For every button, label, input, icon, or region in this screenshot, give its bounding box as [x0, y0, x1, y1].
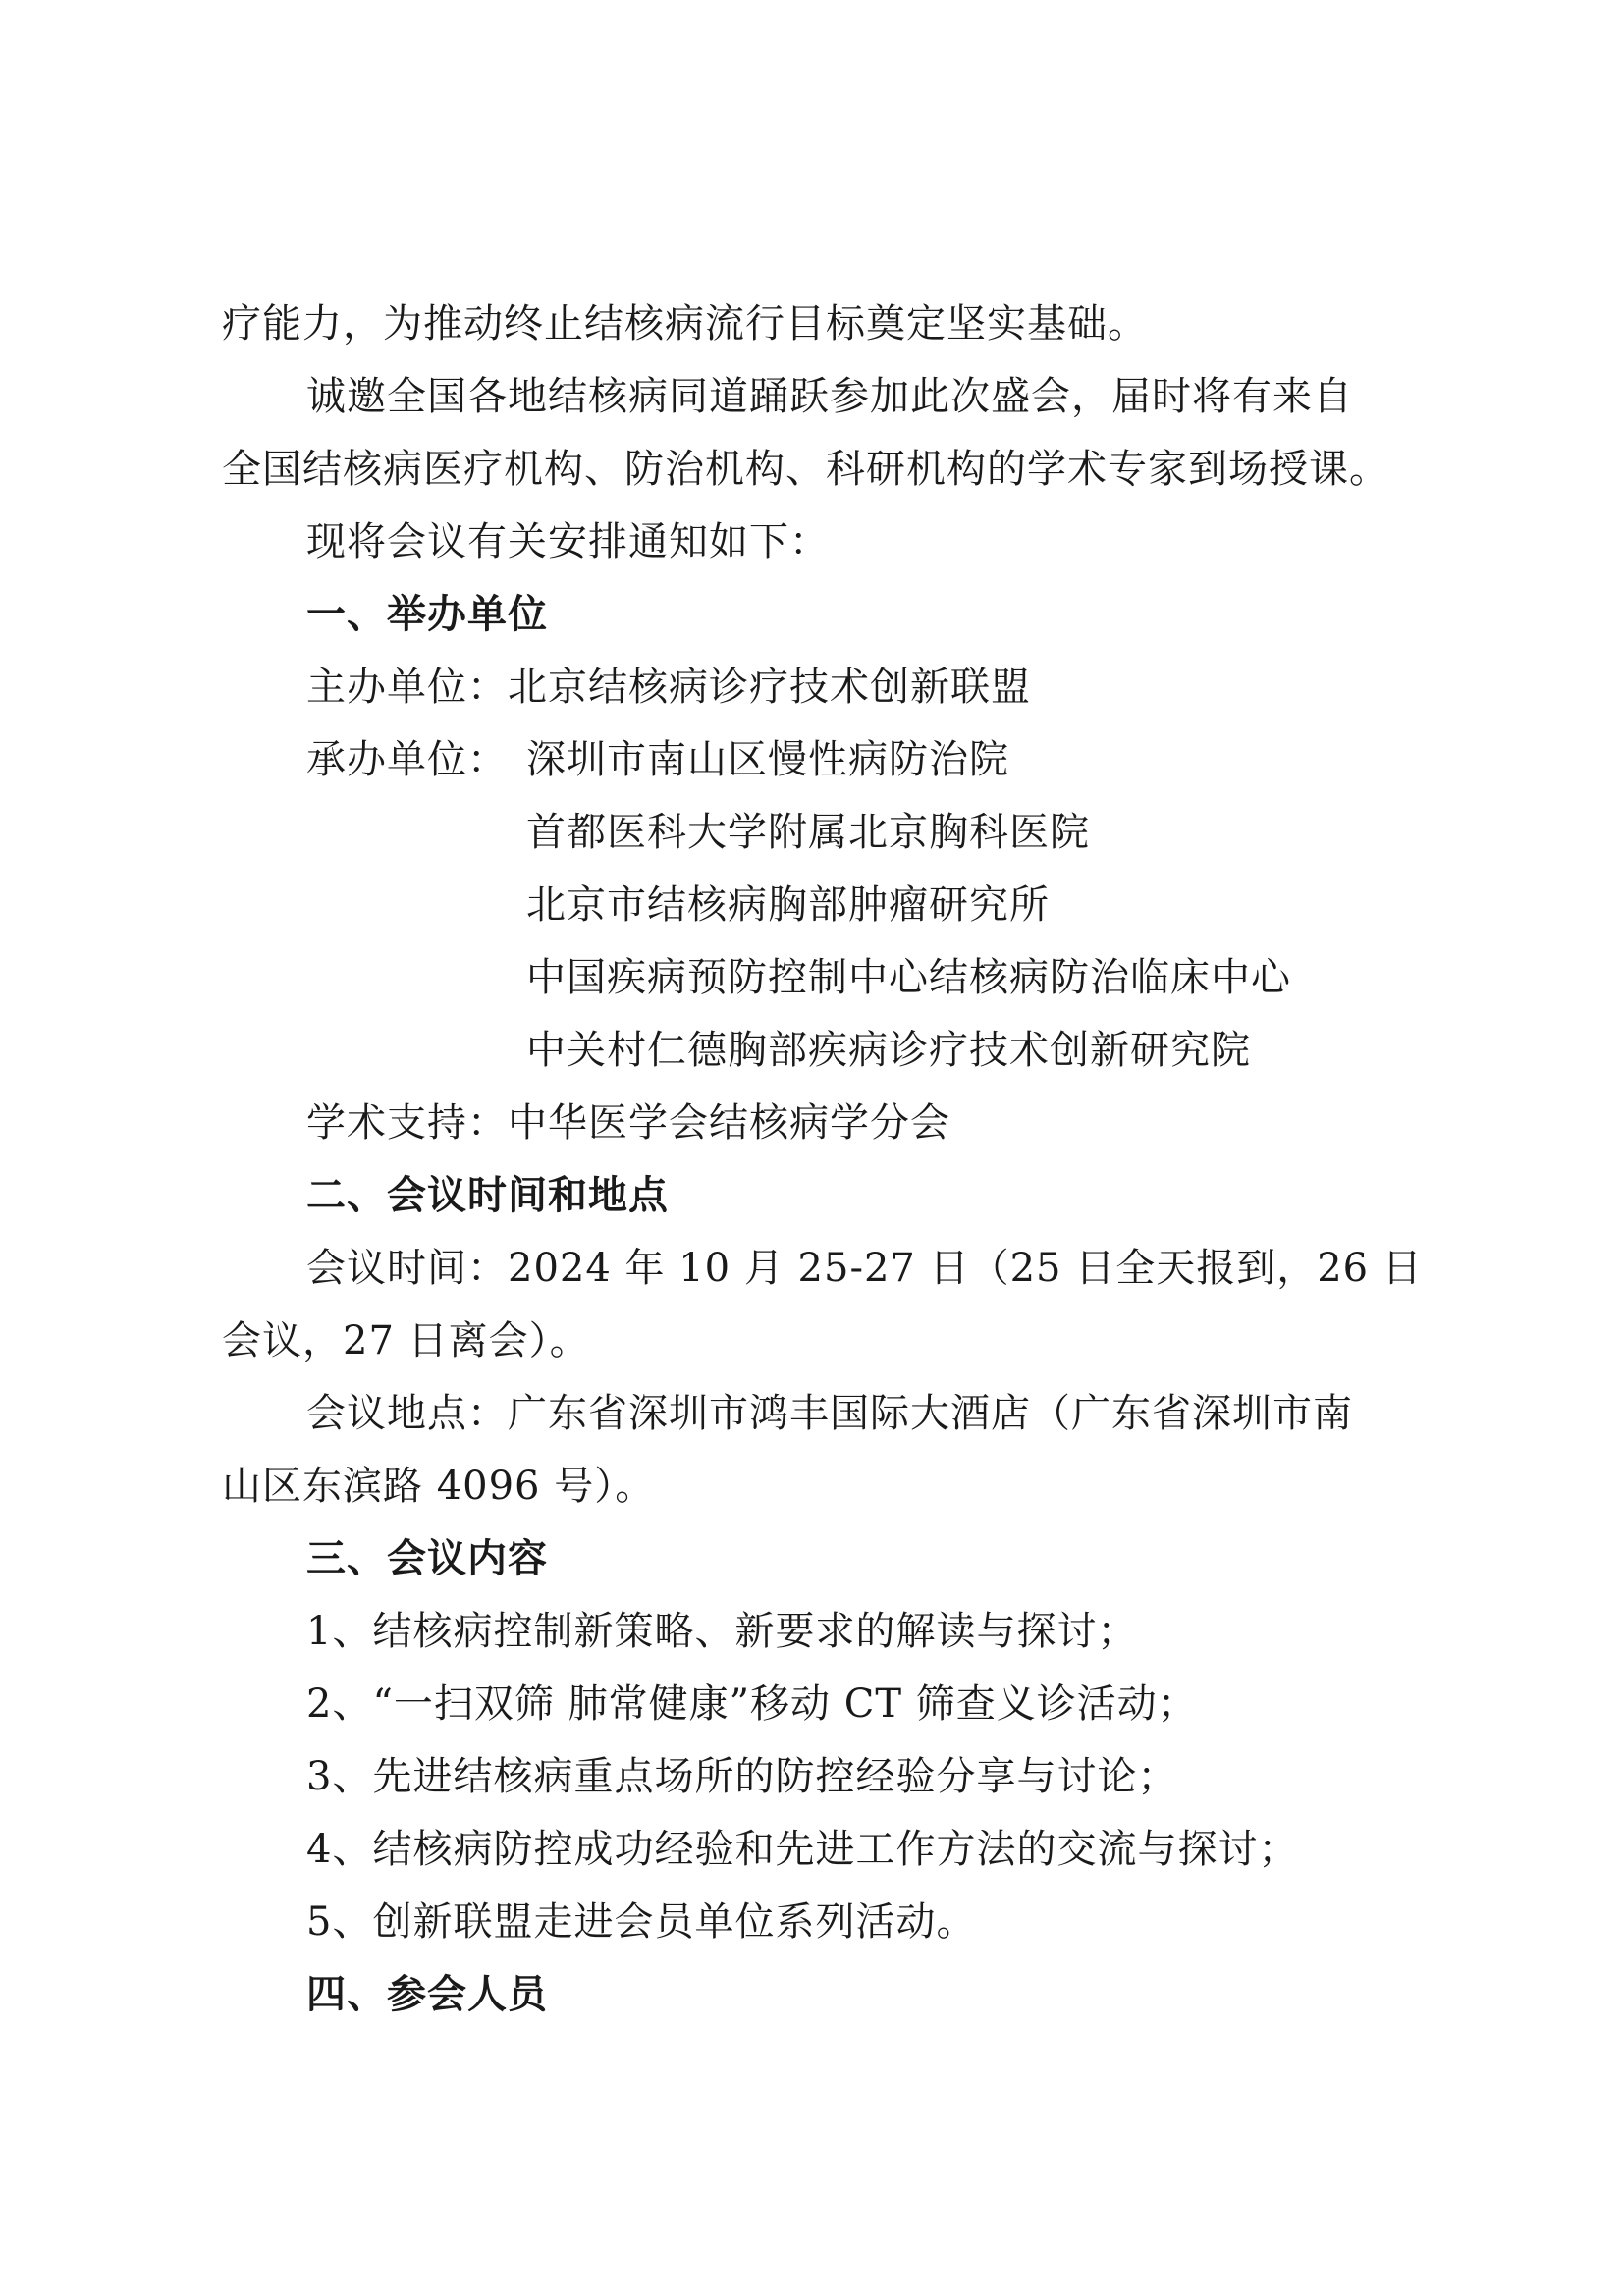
section-heading-organizers: 一、举办单位	[306, 592, 548, 637]
content-item: 4、结核病防控成功经验和先进工作方法的交流与探讨；	[306, 1827, 1299, 1872]
organizer-label: 承办单位：	[306, 737, 508, 782]
paragraph-intro-end: 疗能力，为推动终止结核病流行目标奠定坚实基础。	[222, 301, 1148, 347]
meeting-place-line2: 山区东滨路 4096 号）。	[222, 1464, 656, 1509]
academic-support: 学术支持：中华医学会结核病学分会	[306, 1100, 950, 1146]
content-item: 5、创新联盟走进会员单位系列活动。	[306, 1899, 977, 1945]
organizer-item: 北京市结核病胸部肿瘤研究所	[526, 882, 1050, 928]
content-item: 1、结核病控制新策略、新要求的解读与探讨；	[306, 1609, 1138, 1654]
section-heading-time-place: 二、会议时间和地点	[306, 1173, 669, 1218]
organizer-item: 中关村仁德胸部疾病诊疗技术创新研究院	[526, 1028, 1251, 1073]
paragraph-invite-line2: 全国结核病医疗机构、防治机构、科研机构的学术专家到场授课。	[222, 447, 1389, 492]
meeting-time-line2: 会议，27 日离会）。	[222, 1318, 590, 1363]
organizer-item: 首都医科大学附属北京胸科医院	[526, 810, 1090, 855]
section-heading-attendees: 四、参会人员	[306, 1972, 548, 2017]
organizer-item: 中国疾病预防控制中心结核病防治临床中心	[526, 955, 1291, 1000]
section-heading-content: 三、会议内容	[306, 1536, 548, 1581]
meeting-time-line1: 会议时间：2024 年 10 月 25-27 日（25 日全天报到，26 日	[306, 1246, 1423, 1291]
content-item: 3、先进结核病重点场所的防控经验分享与讨论；	[306, 1754, 1178, 1799]
meeting-place-line1: 会议地点：广东省深圳市鸿丰国际大酒店（广东省深圳市南	[306, 1391, 1353, 1436]
paragraph-invite-line1: 诚邀全国各地结核病同道踊跃参加此次盛会，届时将有来自	[306, 374, 1353, 419]
organizer-item: 深圳市南山区慢性病防治院	[526, 737, 1009, 782]
content-item: 2、“一扫双筛 肺常健康”移动 CT 筛查义诊活动；	[306, 1682, 1198, 1727]
host-unit: 主办单位：北京结核病诊疗技术创新联盟	[306, 665, 1031, 710]
paragraph-notice: 现将会议有关安排通知如下：	[306, 519, 830, 564]
